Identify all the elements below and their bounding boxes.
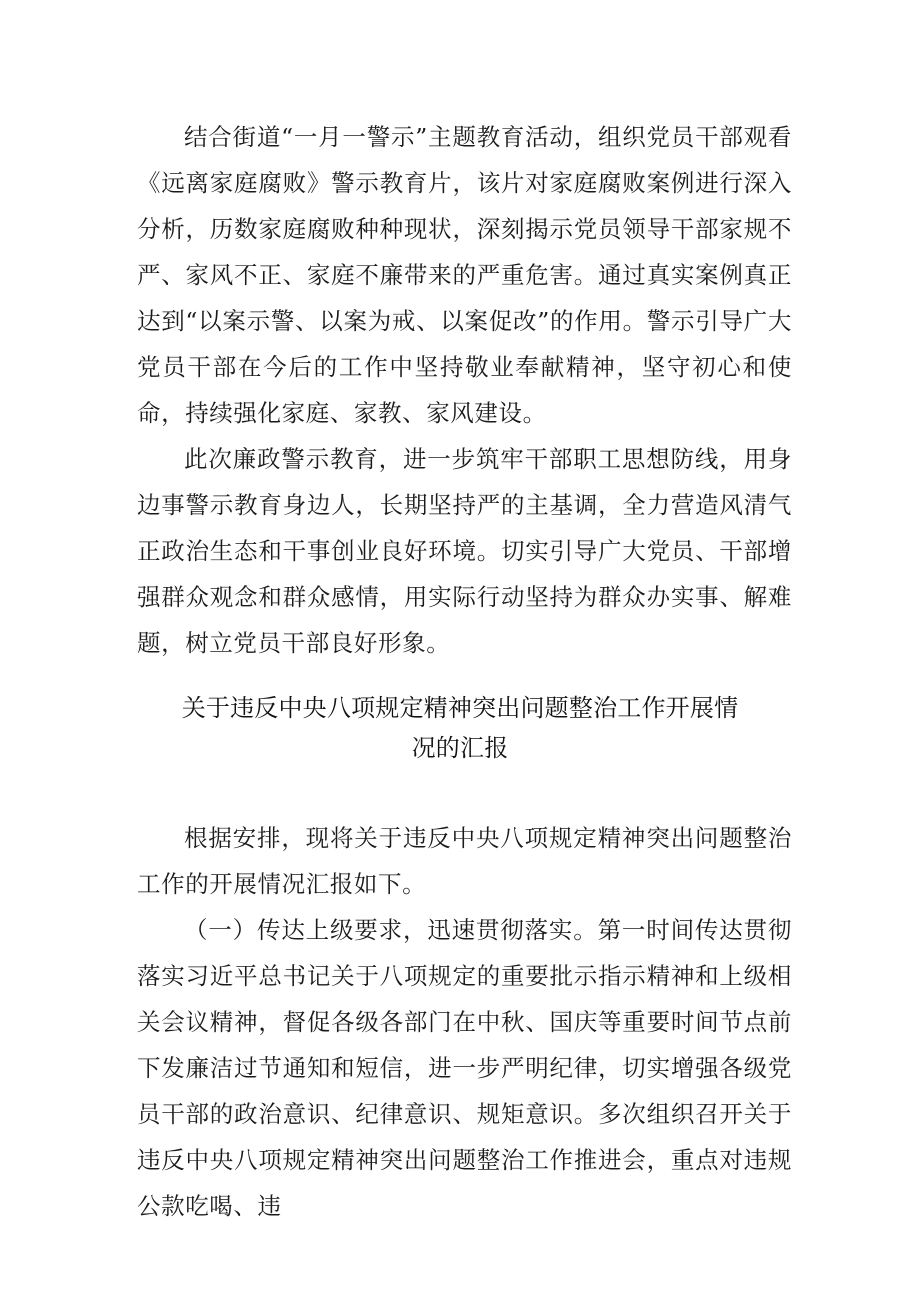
- paragraph-family-corruption-warning: 结合街道“一月一警示”主题教育活动，组织党员干部观看《远离家庭腐败》警示教育片，该片对家庭腐败案例进行深入分析，历数家庭腐败种种现状，深刻揭示党员领导干部家规不严、家风不正、家庭不廉带来的严重危害。通过真实案例真正达到“以案示警、以案为戒、以案促改”的作用。警示引导广大党员干部在今后的工作中坚持敬业奉献精神，坚守初心和使命，持续强化家庭、家教、家风建设。: [137, 123, 792, 427]
- heading-line-2: 况的汇报: [411, 734, 509, 762]
- section-heading: [120, 688, 800, 768]
- paragraph-item-one: （一）传达上级要求，迅速贯彻落实。第一时间传达贯彻落实习近平总书记关于八项规定的重要批示指示精神和上级相关会议精神，督促各级各部门在中秋、国庆等重要时间节点前下发廉洁过节通知和短信，进一步严明纪律，切实增强各级党员干部的政治意识、纪律意识、规矩意识。多次组织召开关于违反中央八项规定精神突出问题整治工作推进会，重点对违规公款吃喝、违: [137, 916, 792, 1220]
- paragraph-report-intro: 根据安排，现将关于违反中央八项规定精神突出问题整治工作的开展情况汇报如下。: [137, 824, 792, 898]
- paragraph-integrity-education: 此次廉政警示教育，进一步筑牢干部职工思想防线，用身边事警示教育身边人，长期坚持严的主基调，全力营造风清气正政治生态和干事创业良好环境。切实引导广大党员、干部增强群众观念和群众感情，用实际行动坚持为群众办实事、解难题，树立党员干部良好形象。: [137, 445, 792, 657]
- heading-line-1: 关于违反中央八项规定精神突出问题整治工作开展情: [181, 694, 739, 722]
- bottom-text-section: [137, 815, 792, 1229]
- top-text-section: [137, 114, 792, 666]
